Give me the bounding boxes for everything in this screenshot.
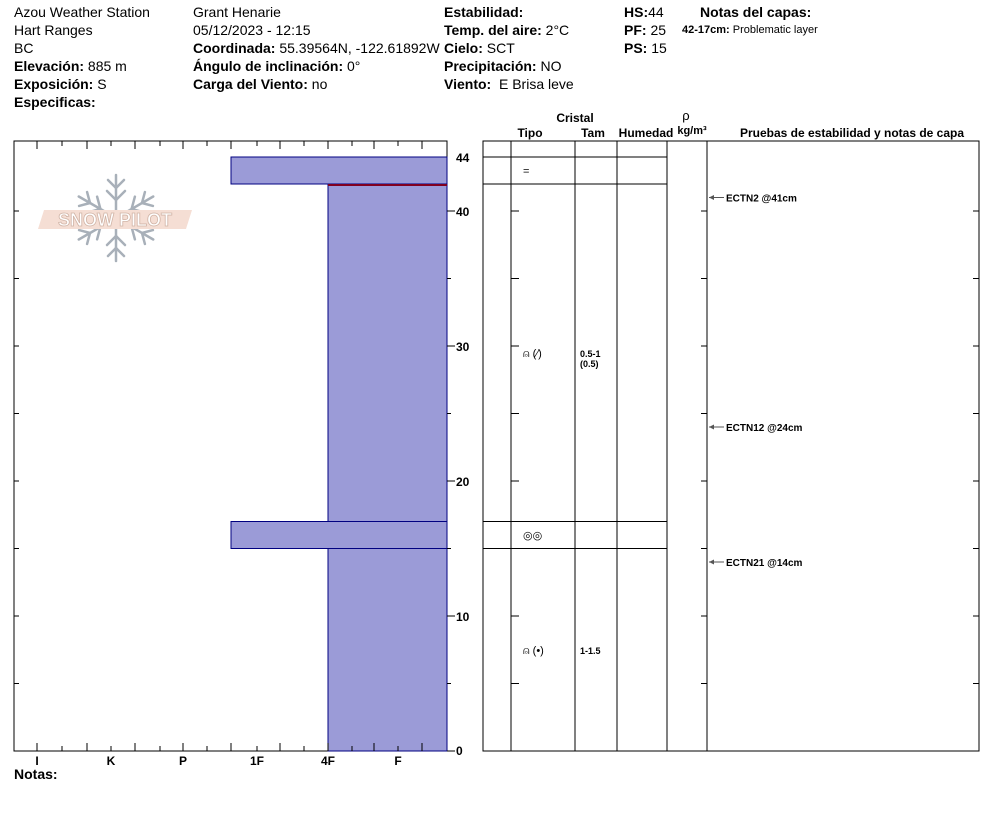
ps-value: 15 — [651, 40, 667, 56]
hardness-tick-label: K — [106, 754, 116, 768]
wind-load-label: Carga del Viento: — [193, 76, 308, 92]
aspect-value: S — [97, 76, 107, 92]
wind-load-value: no — [311, 76, 328, 92]
observation-datetime: 05/12/2023 - 12:15 — [193, 22, 311, 38]
hardness-layers — [231, 157, 447, 751]
hardness-tick-label: I — [35, 754, 39, 768]
elevation-value: 885 m — [87, 58, 127, 74]
depth-axis — [447, 151, 470, 758]
humidity-header: Humedad — [618, 126, 674, 140]
test-result-label: ECTN2 @41cm — [726, 193, 797, 205]
coordinates-label: Coordinada: — [193, 40, 276, 56]
grain-type-symbol: ◎◎ — [523, 530, 543, 542]
depth-tick-label: 0 — [456, 744, 463, 758]
hardness-layer-bar — [231, 157, 447, 184]
hardness-tick-label: 1F — [249, 754, 265, 768]
grain-type-symbol: ⍝ (⁄) — [523, 347, 542, 360]
hardness-layer-bar — [231, 522, 447, 549]
test-arrow-head-icon — [709, 195, 714, 200]
grain-size-value: 0.5-1 — [580, 348, 601, 359]
grain-grid-rows — [483, 157, 979, 751]
hardness-tick-label: P — [178, 754, 188, 768]
hs-value: 44 — [648, 4, 664, 20]
grain-type-symbol: ⍝ (•) — [523, 644, 544, 657]
province: BC — [14, 40, 34, 56]
crystal-header: Cristal — [556, 111, 594, 125]
ps-label: PS: — [624, 40, 648, 56]
pf-label: PF: — [624, 22, 647, 38]
specifics-label: Especificas: — [14, 94, 96, 110]
test-arrow-head-icon — [709, 560, 714, 565]
wind-label: Viento: — [444, 76, 492, 92]
hardness-layer-bar — [328, 184, 447, 522]
depth-tick-label: 30 — [456, 340, 470, 354]
sky-label: Cielo: — [444, 40, 483, 56]
precip-label: Precipitación: — [444, 58, 537, 74]
depth-tick-label: 40 — [456, 205, 470, 219]
range-name: Hart Ranges — [14, 22, 93, 38]
test-arrow-head-icon — [709, 425, 714, 430]
sky-value: SCT — [486, 40, 515, 56]
hardness-layer-bar — [328, 549, 447, 752]
elevation-label: Elevación: — [14, 58, 85, 74]
grain-type-symbol: = — [523, 165, 530, 178]
grain-entries — [523, 166, 601, 657]
test-result-label: ECTN12 @24cm — [726, 423, 803, 434]
pf-value: 25 — [650, 22, 667, 38]
grain-grid-frame — [483, 141, 979, 751]
depth-tick-label: 10 — [456, 610, 470, 624]
grain-size-secondary: (0.5) — [580, 358, 599, 369]
rho-header: ρ — [682, 108, 690, 123]
depth-tick-label: 20 — [456, 475, 470, 489]
slope-value: 0° — [347, 58, 361, 74]
wind-value: E Brisa leve — [498, 76, 574, 92]
density-unit-header: kg/m³ — [677, 125, 707, 137]
plot-left-ticks — [14, 211, 19, 751]
aspect-label: Exposición: — [14, 76, 94, 92]
layer-note-text: Problematic layer — [732, 24, 818, 36]
hardness-tick-label: 4F — [320, 754, 336, 768]
tests-header: Pruebas de estabilidad y notas de capa — [739, 126, 965, 140]
snowpilot-logo — [38, 175, 192, 261]
observer-name: Grant Henarie — [193, 4, 281, 20]
depth-tick-label: 44 — [456, 151, 470, 165]
hardness-tick-label: F — [394, 754, 402, 768]
size-header: Tam — [581, 126, 605, 140]
air-temp-value: 2°C — [545, 22, 570, 38]
grain-size-value: 1-1.5 — [580, 645, 601, 656]
air-temp-label: Temp. del aire: — [444, 22, 542, 38]
stability-tests — [709, 194, 803, 570]
coordinates-value: 55.39564N, -122.61892W — [279, 40, 440, 56]
logo-text: SNOW PILOT — [58, 210, 172, 230]
precip-value: NO — [540, 58, 562, 74]
hs-label: HS: — [624, 4, 649, 20]
slope-label: Ángulo de inclinación: — [193, 58, 344, 74]
layer-notes-label: Notas del capas: — [700, 4, 812, 20]
stability-label: Estabilidad: — [444, 4, 524, 20]
layer-note-range: 42-17cm: — [682, 24, 730, 36]
type-header: Tipo — [517, 126, 543, 140]
notes-label: Notas: — [14, 766, 58, 782]
test-result-label: ECTN21 @14cm — [726, 558, 803, 569]
station-name: Azou Weather Station — [14, 4, 150, 20]
